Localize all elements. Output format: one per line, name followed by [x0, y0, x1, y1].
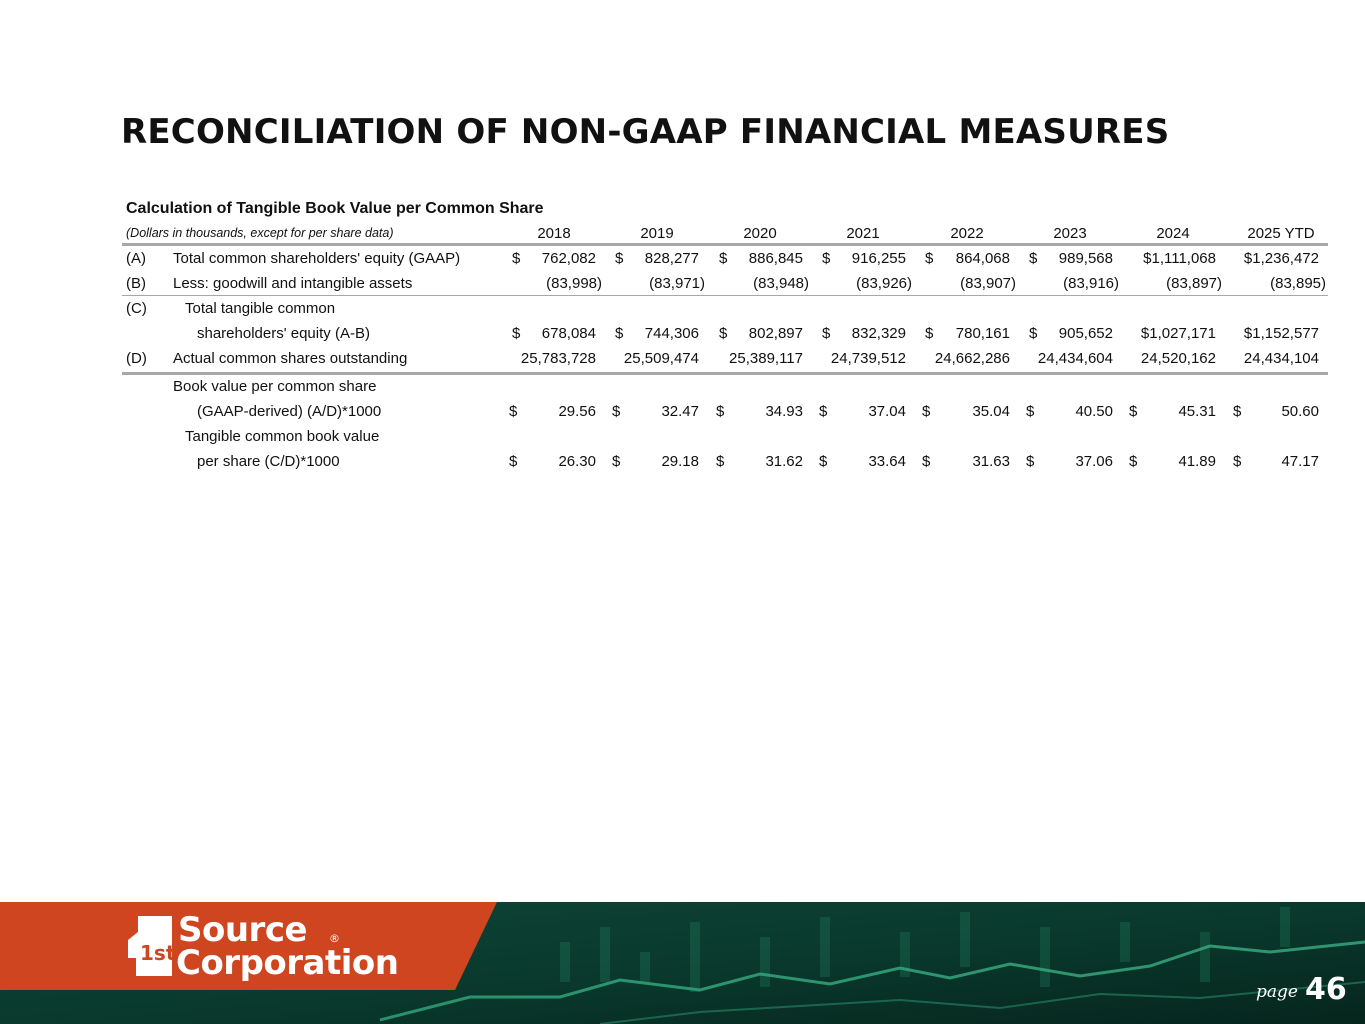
svg-text:1st: 1st	[140, 941, 176, 965]
dollar-sign: $	[615, 250, 624, 267]
table-cell: (83,895)	[1270, 275, 1326, 292]
year-header: 2024	[1156, 225, 1190, 242]
row-label: per share (C/D)*1000	[197, 453, 340, 470]
row-code: (B)	[126, 275, 146, 292]
year-header: 2023	[1053, 225, 1087, 242]
row-line	[122, 399, 1328, 424]
table-cell: 29.18	[661, 453, 699, 470]
table-rule	[122, 372, 1328, 375]
row-line	[122, 271, 1328, 296]
table-rule	[122, 295, 1328, 296]
table-cell: 886,845	[748, 250, 803, 267]
dollar-sign: $	[612, 453, 621, 470]
table-row	[122, 374, 1328, 424]
dollar-sign: $	[1026, 453, 1035, 470]
table-row	[122, 246, 1328, 271]
table-cell: (83,897)	[1166, 275, 1222, 292]
row-code: (A)	[126, 250, 146, 267]
table-cell: 762,082	[541, 250, 596, 267]
row-label: Tangible common book value	[185, 428, 380, 445]
row-label: Actual common shares outstanding	[173, 350, 408, 367]
table-cell: 24,520,162	[1140, 350, 1216, 367]
table-cell: 780,161	[955, 325, 1010, 342]
dollar-sign: $	[1029, 250, 1038, 267]
table-cell: $1,236,472	[1243, 250, 1319, 267]
dollar-sign: $	[716, 453, 725, 470]
dollar-sign: $	[822, 250, 831, 267]
dollar-sign: $	[1026, 403, 1035, 420]
table-row	[122, 271, 1328, 296]
row-line	[122, 246, 1328, 271]
table-cell: 916,255	[851, 250, 906, 267]
dollar-sign: $	[612, 403, 621, 420]
year-header: 2020	[743, 225, 777, 242]
table-cell: 832,329	[851, 325, 906, 342]
table-cell: 50.60	[1281, 403, 1319, 420]
dollar-sign: $	[719, 325, 728, 342]
dollar-sign: $	[922, 403, 931, 420]
table-cell: 35.04	[972, 403, 1010, 420]
row-label: Book value per common share	[173, 378, 377, 395]
table-row	[122, 424, 1328, 474]
table-cell: 41.89	[1178, 453, 1216, 470]
page-number: 46	[1305, 972, 1347, 1007]
table-cell: 37.04	[868, 403, 906, 420]
table-cell: 678,084	[541, 325, 596, 342]
table-heading-row	[122, 196, 1328, 221]
dollar-sign: $	[1129, 403, 1138, 420]
dollar-sign: $	[615, 325, 624, 342]
row-line	[122, 346, 1328, 371]
company-logo	[124, 912, 454, 982]
dollar-sign: $	[1233, 453, 1242, 470]
year-header: 2021	[846, 225, 880, 242]
table-cell: 37.06	[1075, 453, 1113, 470]
table-cell: 31.62	[765, 453, 803, 470]
dollar-sign: $	[512, 325, 521, 342]
table-cell: 26.30	[558, 453, 596, 470]
dollar-sign: $	[819, 453, 828, 470]
table-cell: 32.47	[661, 403, 699, 420]
table-rule	[122, 243, 1328, 246]
year-header: 2019	[640, 225, 674, 242]
row-line	[122, 296, 1328, 321]
dollar-sign: $	[716, 403, 725, 420]
table-cell: (83,948)	[753, 275, 809, 292]
table-cell: 25,509,474	[623, 350, 699, 367]
table-cell: $1,111,068	[1143, 250, 1216, 267]
table-cell: 31.63	[972, 453, 1010, 470]
table-cell: 802,897	[748, 325, 803, 342]
table-cell: 45.31	[1178, 403, 1216, 420]
dollar-sign: $	[1233, 403, 1242, 420]
table-cell: (83,907)	[960, 275, 1016, 292]
table-cell: 34.93	[765, 403, 803, 420]
dollar-sign: $	[822, 325, 831, 342]
table-cell: 828,277	[644, 250, 699, 267]
table-cell: (83,916)	[1063, 275, 1119, 292]
table-cell: 24,434,104	[1243, 350, 1319, 367]
table-cell: 40.50	[1075, 403, 1113, 420]
year-header: 2022	[950, 225, 984, 242]
table-cell: 24,739,512	[830, 350, 906, 367]
table-heading: Calculation of Tangible Book Value per Common Share	[126, 200, 544, 217]
year-header: 2018	[537, 225, 571, 242]
table-cell: 989,568	[1058, 250, 1113, 267]
dollar-sign: $	[509, 403, 518, 420]
table-cell: 25,389,117	[729, 350, 803, 367]
table-cell: 25,783,728	[520, 350, 596, 367]
dollar-sign: $	[1129, 453, 1138, 470]
dollar-sign: $	[922, 453, 931, 470]
dollar-sign: $	[1029, 325, 1038, 342]
row-code: (C)	[126, 300, 147, 317]
table-cell: 29.56	[558, 403, 596, 420]
table-subheading: (Dollars in thousands, except for per share data)	[126, 226, 394, 240]
page-title: RECONCILIATION OF NON-GAAP FINANCIAL MEASURES	[121, 112, 1170, 152]
registered-mark: ®	[329, 932, 340, 945]
dollar-sign: $	[925, 325, 934, 342]
dollar-sign: $	[512, 250, 521, 267]
logo-word-corporation: Corporation	[176, 943, 399, 983]
dollar-sign: $	[719, 250, 728, 267]
table-cell: 33.64	[868, 453, 906, 470]
row-label: Total common shareholders' equity (GAAP)	[173, 250, 461, 267]
tangible-book-value-table	[122, 196, 1328, 474]
page-label: page	[1256, 982, 1298, 1002]
table-cell: 47.17	[1281, 453, 1319, 470]
table-cell: 864,068	[955, 250, 1010, 267]
table-cell: (83,926)	[856, 275, 912, 292]
row-label: (GAAP-derived) (A/D)*1000	[197, 403, 382, 420]
table-cell: 24,434,604	[1037, 350, 1113, 367]
row-label: shareholders' equity (A-B)	[197, 325, 370, 342]
logo-mark-icon	[124, 914, 178, 978]
table-cell: (83,998)	[546, 275, 602, 292]
dollar-sign: $	[509, 453, 518, 470]
year-header: 2025 YTD	[1247, 225, 1315, 242]
row-label: Total tangible common	[185, 300, 336, 317]
table-cell: $1,152,577	[1243, 325, 1319, 342]
table-cell: 905,652	[1058, 325, 1113, 342]
logo-word-source: Source	[178, 910, 308, 950]
row-line	[122, 374, 1328, 399]
table-cell: 744,306	[644, 325, 699, 342]
row-line	[122, 449, 1328, 474]
row-line	[122, 321, 1328, 346]
table-row	[122, 296, 1328, 346]
row-code: (D)	[126, 350, 147, 367]
table-row	[122, 346, 1328, 371]
row-line	[122, 424, 1328, 449]
dollar-sign: $	[925, 250, 934, 267]
table-cell: $1,027,171	[1140, 325, 1216, 342]
table-cell: (83,971)	[649, 275, 705, 292]
dollar-sign: $	[819, 403, 828, 420]
table-cell: 24,662,286	[934, 350, 1010, 367]
row-label: Less: goodwill and intangible assets	[173, 275, 413, 292]
